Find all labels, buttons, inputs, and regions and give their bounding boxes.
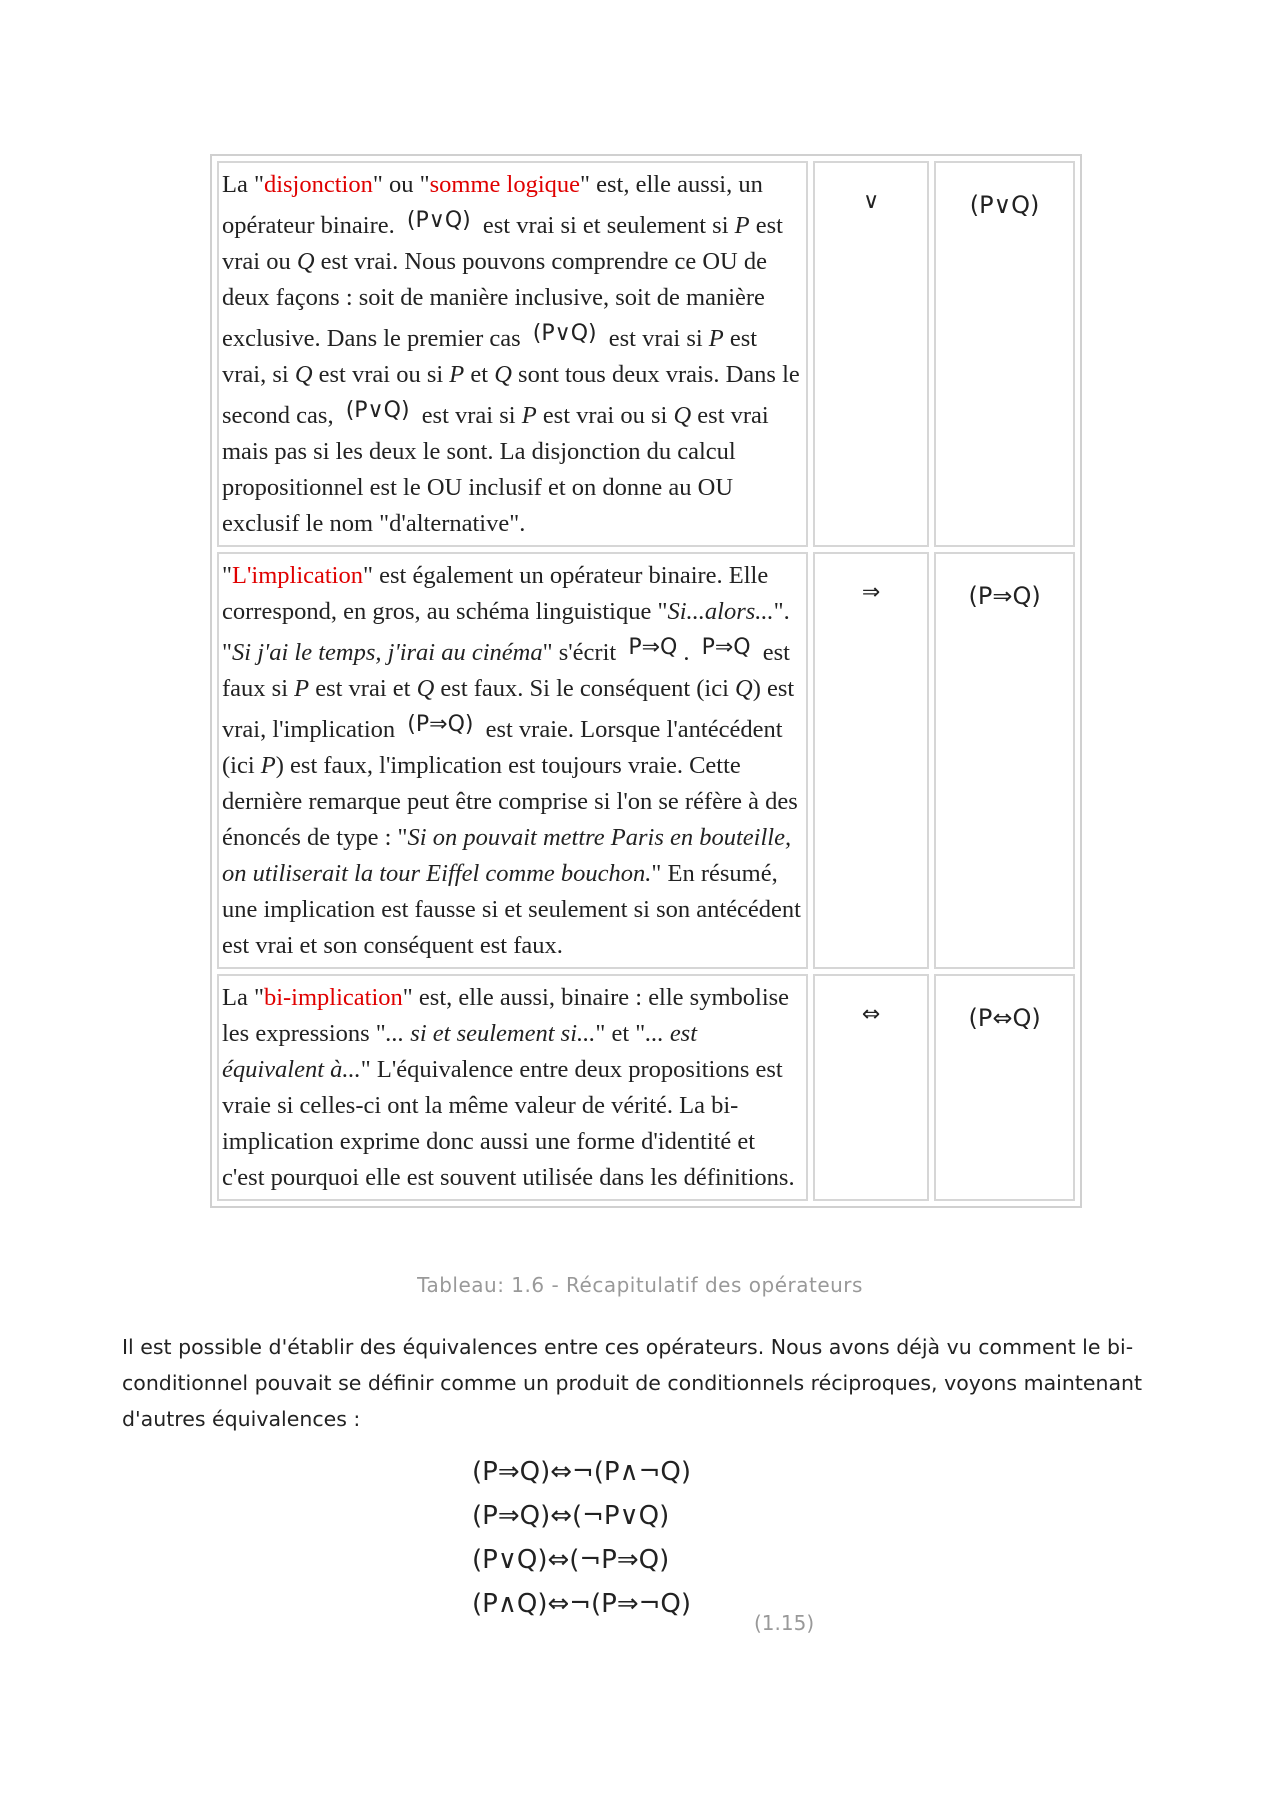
equation-line: (P∨Q)⇔(¬P⇒Q) — [472, 1545, 670, 1575]
text: est vrai, si — [222, 325, 758, 388]
text: est vrai ou si — [312, 361, 450, 388]
text: est vrai si — [602, 325, 709, 352]
italic-text: Si...alors... — [667, 598, 774, 625]
var: P — [521, 402, 537, 429]
text: " L'équivalence entre deux propositions est vraie si celles-ci ont la même valeur de vérité. La bi-implication exprime donc aussi une forme d'identité et c'est pourquoi elle est souvent utilisée dans les définitions. — [222, 1056, 795, 1191]
italic-text: ... est équivalent à... — [222, 1020, 698, 1083]
term-highlight: somme logique — [429, 171, 581, 198]
text: est vrai. Nous pouvons comprendre ce OU de deux façons : soit de manière inclusive, soit de manière exclusive. Dans le premier cas — [222, 248, 767, 352]
text: La " — [222, 171, 264, 198]
text: . — [683, 639, 696, 666]
math-formula: P⇒Q — [701, 635, 751, 660]
text: " ou " — [372, 171, 430, 198]
term-highlight: disjonction — [263, 171, 373, 198]
row-description — [217, 552, 808, 969]
text: La " — [222, 984, 264, 1011]
text: ) est vrai, l'implication — [222, 675, 795, 743]
text: est faux. Si le conséquent (ici — [434, 675, 736, 702]
math-formula: (P∨Q) — [345, 398, 410, 423]
text: est vrai ou si — [536, 402, 674, 429]
text: est vraie. Lorsque l'antécédent (ici — [222, 716, 783, 779]
operator-notation: (P⇒Q) — [934, 552, 1075, 969]
text: et — [464, 361, 495, 388]
var: P — [294, 675, 310, 702]
term-highlight: L'implication — [232, 562, 363, 589]
row-description — [217, 974, 808, 1201]
italic-text: Si on pouvait mettre Paris en bouteille, on utiliserait la tour Eiffel comme bouchon. — [222, 824, 792, 887]
term-highlight: bi-implication — [263, 984, 403, 1011]
math-formula: P⇒Q — [628, 635, 678, 660]
text: sont tous deux vrais. Dans le second cas, — [222, 361, 800, 429]
text: " est également un opérateur binaire. Elle correspond, en gros, au schéma linguistique " — [222, 562, 769, 625]
text: est vrai si et seulement si — [476, 212, 735, 239]
var: P — [260, 752, 276, 779]
operator-notation: (P⇔Q) — [934, 974, 1075, 1201]
math-formula: (P⇒Q) — [407, 712, 474, 737]
operator-symbol: ⇒ — [813, 552, 929, 969]
var: Q — [296, 248, 315, 275]
table-caption: Tableau: 1.6 - Récapitulatif des opérateurs — [417, 1273, 863, 1297]
text: est vrai ou — [222, 212, 783, 275]
italic-text: ... si et seulement si... — [385, 1020, 596, 1047]
operator-symbol: ⇔ — [813, 974, 929, 1201]
row-description — [217, 161, 808, 547]
text: " et " — [595, 1020, 646, 1047]
equation-number: (1.15) — [754, 1611, 815, 1635]
equation-line: (P∧Q)⇔¬(P⇒¬Q) — [472, 1589, 692, 1619]
text: est vrai et — [309, 675, 417, 702]
text: " est, elle aussi, un opérateur binaire. — [222, 171, 763, 239]
text: est faux si — [222, 639, 790, 702]
var: P — [734, 212, 750, 239]
operator-symbol: ∨ — [813, 161, 929, 547]
var: Q — [416, 675, 435, 702]
var: Q — [494, 361, 512, 388]
table-row — [217, 552, 1075, 969]
text: " est, elle aussi, binaire : elle symbolise les expressions " — [222, 984, 790, 1047]
table-row — [217, 974, 1075, 1201]
body-paragraph: Il est possible d'établir des équivalences entre ces opérateurs. Nous avons déjà vu comment le bi-conditionnel pouvait se définir comme un produit de conditionnels réciproques, voyons maintenant d'autres équivalences : — [122, 1335, 1143, 1431]
math-formula: (P∨Q) — [406, 208, 471, 233]
equation-block — [472, 1450, 732, 1626]
text: ". " — [222, 598, 790, 666]
italic-text: Si j'ai le temps, j'irai au cinéma — [232, 639, 543, 666]
math-formula: (P∨Q) — [532, 321, 597, 346]
var: Q — [673, 402, 692, 429]
operator-notation: (P∨Q) — [934, 161, 1075, 547]
var: Q — [294, 361, 313, 388]
text: ) est faux, l'implication est toujours vraie. Cette dernière remarque peut être comprise si l'on se réfère à des énoncés de type : " — [222, 752, 798, 851]
equation-line: (P⇒Q)⇔(¬P∨Q) — [472, 1501, 670, 1531]
text: " En résumé, une implication est fausse si et seulement si son antécédent est vrai et son conséquent est faux. — [222, 860, 801, 959]
var: P — [449, 361, 465, 388]
equation-line: (P⇒Q)⇔¬(P∧¬Q) — [472, 1457, 692, 1487]
var: P — [708, 325, 724, 352]
var: Q — [735, 675, 753, 702]
text: " — [222, 562, 233, 589]
text: est vrai si — [415, 402, 522, 429]
table-row — [217, 161, 1075, 547]
text: " s'écrit — [542, 639, 623, 666]
operators-table — [210, 154, 1082, 1208]
text: est vrai mais pas si les deux le sont. La disjonction du calcul propositionnel est le OU inclusif et on donne au OU exclusif le nom "d'alternative". — [222, 402, 769, 537]
